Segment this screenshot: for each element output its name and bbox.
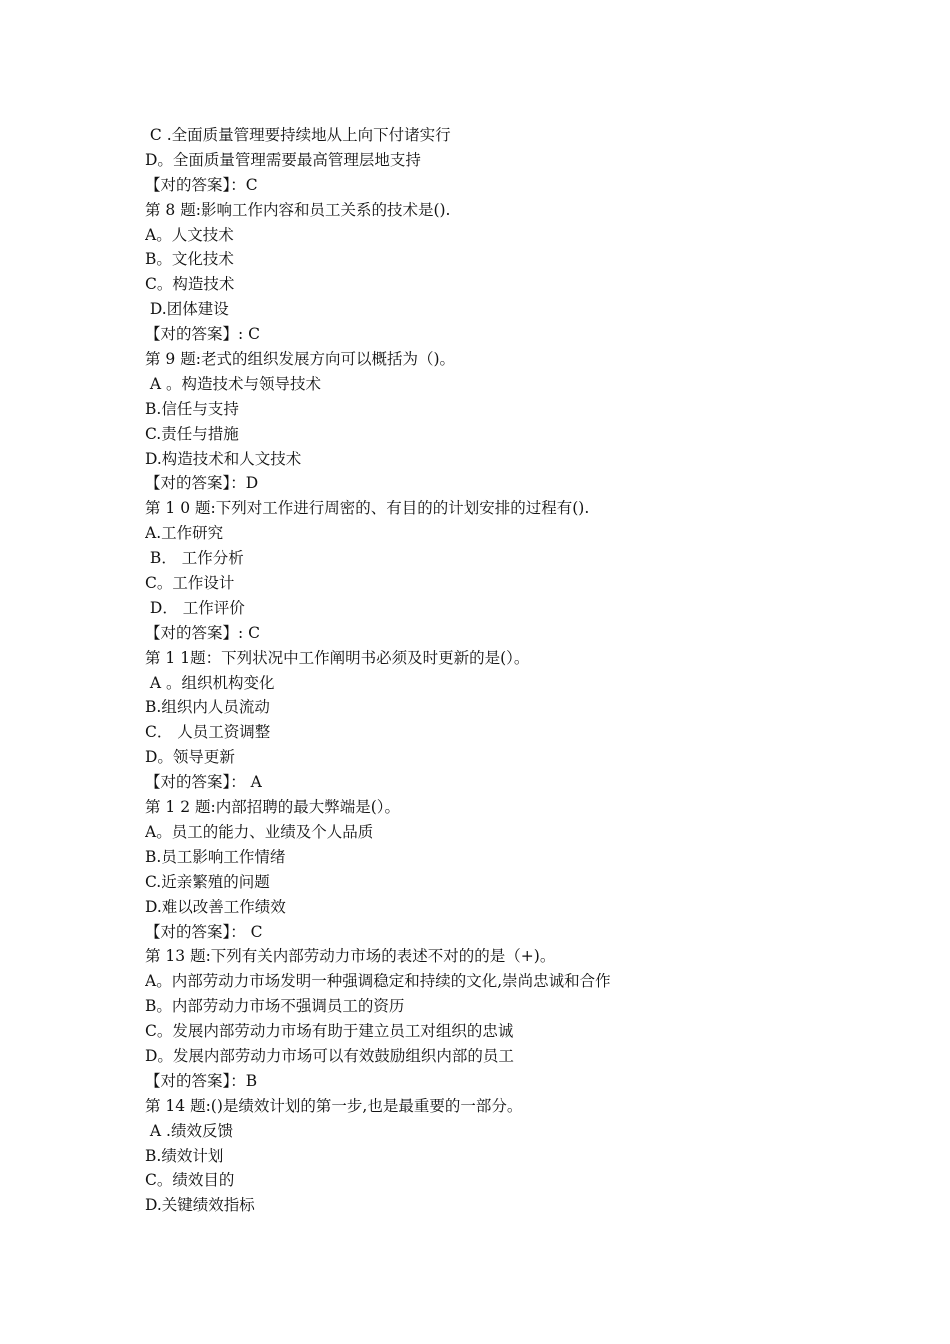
- option-line: A。内部劳动力市场发明一种强调稳定和持续的文化,崇尚忠诚和合作: [145, 972, 611, 991]
- answer-line: 【对的答案】： C: [145, 922, 263, 941]
- option-line: A 。构造技术与领导技术: [145, 374, 322, 393]
- option-line: C .全面质量管理要持续地从上向下付诸实行: [145, 126, 451, 144]
- option-line: D。全面质量管理需要最高管理层地支持: [145, 150, 421, 169]
- option-line: B.绩效计划: [145, 1146, 224, 1165]
- option-line: D。发展内部劳动力市场可以有效鼓励组织内部的员工: [145, 1046, 514, 1065]
- question-line: 第 8 题:影响工作内容和员工关系的技术是().: [145, 200, 451, 219]
- option-line: B.员工影响工作情绪: [145, 847, 286, 866]
- option-line: D． 工作评价: [145, 598, 245, 617]
- option-line: A。人文技术: [145, 225, 234, 244]
- option-line: D.团体建设: [145, 300, 229, 319]
- answer-line: 【对的答案】：C: [145, 175, 258, 194]
- option-line: C。绩效目的: [145, 1171, 235, 1190]
- question-line: 第 1 2 题:内部招聘的最大弊端是(）。: [145, 798, 401, 817]
- question-line: 第 13 题:下列有关内部劳动力市场的表述不对的的是（+)。: [145, 947, 556, 966]
- option-line: C。发展内部劳动力市场有助于建立员工对组织的忠诚: [145, 1022, 514, 1041]
- option-line: C。工作设计: [145, 574, 235, 593]
- option-line: A。员工的能力、业绩及个人品质: [145, 822, 374, 841]
- option-line: B.组织内人员流动: [145, 698, 270, 717]
- option-line: C． 人员工资调整: [145, 723, 271, 742]
- option-line: A 。组织机构变化: [145, 673, 275, 692]
- option-line: B。内部劳动力市场不强调员工的资历: [145, 997, 405, 1016]
- question-text-block: [145, 123, 845, 1218]
- option-line: A .绩效反馈: [145, 1121, 233, 1140]
- option-line: C.近亲繁殖的问题: [145, 872, 270, 891]
- option-line: B。文化技术: [145, 250, 234, 269]
- answer-line: 【对的答案】：D: [145, 474, 259, 493]
- option-line: D.关键绩效指标: [145, 1196, 255, 1215]
- question-line: 第 1 1题：下列状况中工作阐明书必须及时更新的是(）。: [145, 648, 530, 667]
- question-line: 第 1 0 题:下列对工作进行周密的、有目的的计划安排的过程有().: [145, 499, 590, 518]
- option-line: C。构造技术: [145, 275, 235, 294]
- answer-line: 【对的答案】： A: [145, 773, 262, 792]
- option-line: D。领导更新: [145, 748, 235, 767]
- question-line: 第 14 题:()是绩效计划的第一步,也是最重要的一部分。: [145, 1096, 523, 1115]
- option-line: D.难以改善工作绩效: [145, 897, 286, 916]
- option-line: B． 工作分析: [145, 549, 244, 568]
- option-line: B.信任与支持: [145, 399, 239, 418]
- option-line: A.工作研究: [145, 524, 224, 543]
- question-line: 第 9 题:老式的组织发展方向可以概括为（)。: [145, 350, 455, 369]
- answer-line: 【对的答案】: C: [145, 623, 261, 642]
- answer-line: 【对的答案】: C: [145, 325, 261, 344]
- option-line: D.构造技术和人文技术: [145, 449, 302, 468]
- answer-line: 【对的答案】：B: [145, 1071, 258, 1090]
- option-line: C.责任与措施: [145, 424, 239, 443]
